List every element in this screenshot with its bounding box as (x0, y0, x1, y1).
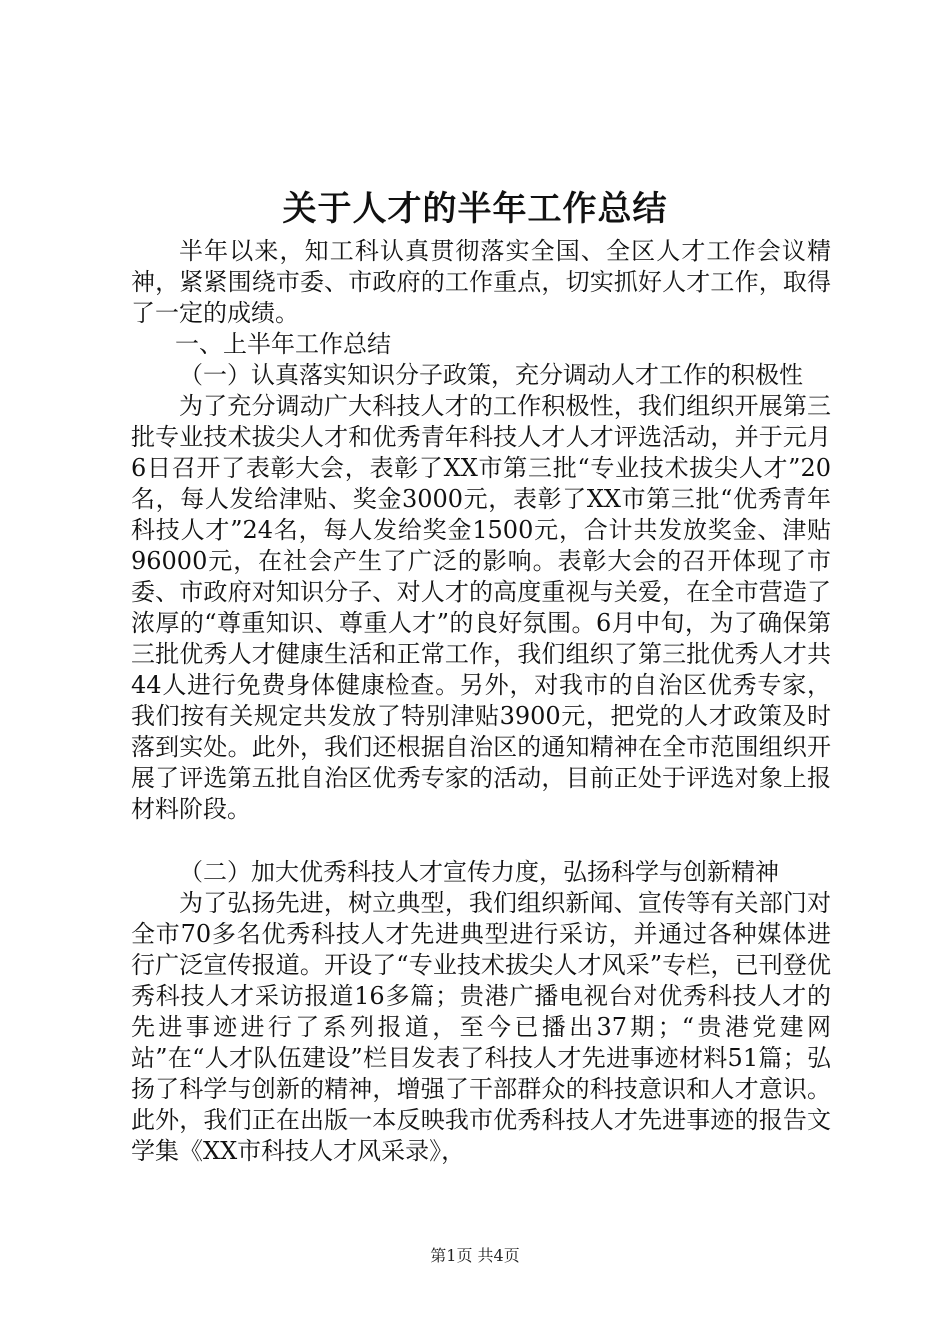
subsection-heading: （二）加大优秀科技人才宣传力度，弘扬科学与创新精神 (179, 858, 779, 886)
section-heading: 一、上半年工作总结 (175, 330, 391, 358)
intro-paragraph: 半年以来，知工科认真贯彻落实全国、全区人才工作会议精神，紧紧围绕市委、市政府的工作重点，切实抓好人才工作，取得了一定的成绩。 (131, 237, 831, 327)
subsection-heading: （一）认真落实知识分子政策，充分调动人才工作的积极性 (179, 361, 803, 389)
body-paragraph: 为了充分调动广大科技人才的工作积极性，我们组织开展第三批专业技术拔尖人才和优秀青年科技人才人才评选活动，并于元月6日召开了表彰大会，表彰了XX市第三批“专业技术拔尖人才”20名，每人发给津贴、奖金3000元，表彰了XX市第三批“优秀青年科技人才”24名，每人发给奖金1500元，合计共发放奖金、津贴96000元，在社会产生了广泛的影响。表彰大会的召开体现了市委、市政府对知识分子、对人才的高度重视与关爱，在全市营造了浓厚的“尊重知识、尊重人才”的良好氛围。6月中旬，为了确保第三批优秀人才健康生活和正常工作，我们组织了第三批优秀人才共44人进行免费身体健康检查。另外，对我市的自治区优秀专家，我们按有关规定共发放了特别津贴3900元，把党的人才政策及时落到实处。此外，我们还根据自治区的通知精神在全市范围组织开展了评选第五批自治区优秀专家的活动，目前正处于评选对象上报材料阶段。 (131, 392, 831, 823)
page-footer: 第1页 共4页 (430, 1246, 520, 1265)
document-body (131, 236, 831, 1167)
document-title: 关于人才的半年工作总结 (282, 189, 668, 229)
body-paragraph: 为了弘扬先进，树立典型，我们组织新闻、宣传等有关部门对全市70多名优秀科技人才先进典型进行采访，并通过各种媒体进行广泛宣传报道。开设了“专业技术拔尖人才风采”专栏，已刊登优秀科技人才采访报道16多篇；贵港广播电视台对优秀科技人才的先进事迹进行了系列报道，至今已播出37期；“贵港党建网站”在“人才队伍建设”栏目发表了科技人才先进事迹材料51篇；弘扬了科学与创新的精神，增强了干部群众的科技意识和人才意识。此外，我们正在出版一本反映我市优秀科技人才先进事迹的报告文学集《XX市科技人才风采录》， (131, 889, 831, 1165)
